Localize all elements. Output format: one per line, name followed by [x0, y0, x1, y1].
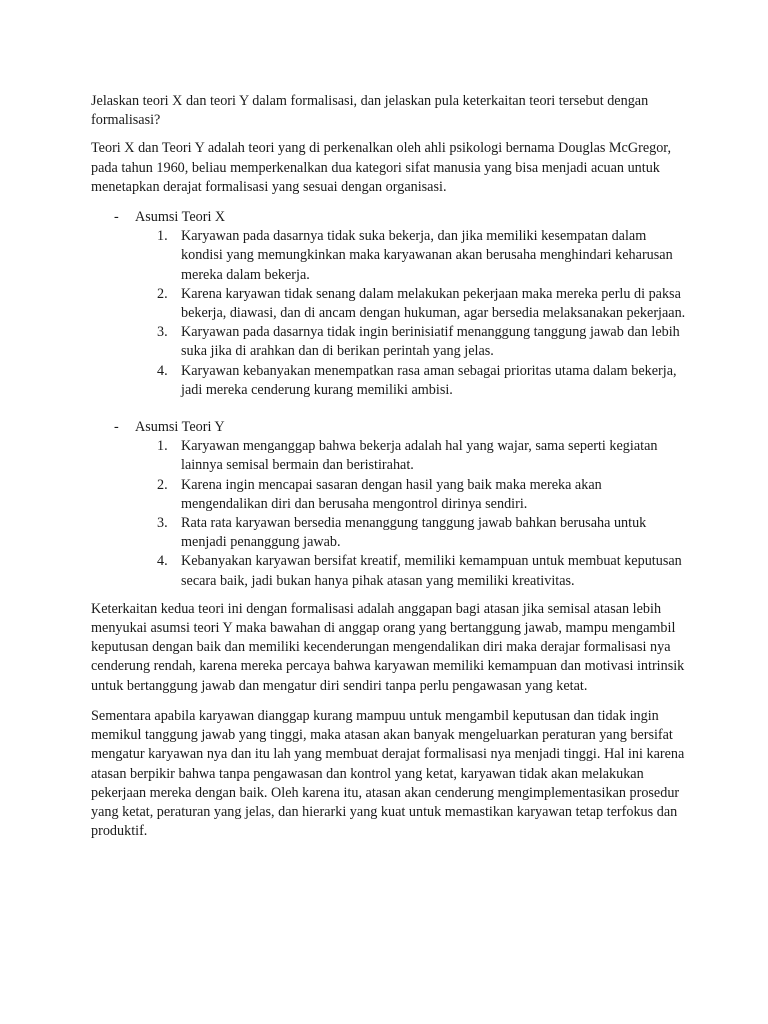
list-number: 2.	[157, 285, 168, 302]
list-item	[157, 362, 691, 400]
list-number: 3.	[157, 324, 168, 341]
list-item-text: Karyawan pada dasarnya tidak suka bekerja, dan jika memiliki kesempatan dalam kondisi yang memungkinkan maka karyawanan akan berusaha menghindari keharusan mereka dalam bekerja.	[181, 228, 673, 283]
list-item	[157, 514, 691, 552]
section-title: Asumsi Teori Y	[135, 419, 225, 436]
list-item	[157, 323, 691, 361]
body-paragraph: Keterkaitan kedua teori ini dengan formalisasi adalah anggapan bagi atasan jika semisal atasan lebih menyukai asumsi teori Y maka bawahan di anggap orang yang bertanggung jawab, mampu mengambil keputusan dengan baik dan memiliki kecenderungan mengendalikan diri maka derajar formalisasi nya cenderung rendah, karena mereka percaya bahwa karyawan memiliki kemampuan dan motivasi intrinsik untuk bertanggung jawab dan mengatur diri sendiri tanpa perlu pengawasan yang ketat.	[91, 600, 685, 694]
list-number: 1.	[157, 438, 168, 455]
list-item-text: Karena ingin mencapai sasaran dengan hasil yang baik maka mereka akan mengendalikan diri dan berusaha mengontrol dirinya sendiri.	[181, 476, 602, 512]
list-number: 3.	[157, 515, 168, 532]
list-item	[157, 285, 691, 323]
list-number: 4.	[157, 362, 168, 379]
body-paragraph: Sementara apabila karyawan dianggap kurang mampuu untuk mengambil keputusan dan tidak ingin memikul tanggung jawab yang tinggi, maka atasan akan banyak mengeluarkan peraturan yang bersifat mengatur karyawan nya dan itu lah yang membuat derajat formalisasi nya menjadi tinggi. Hal ini karena atasan berpikir bahwa tanpa pengawasan dan kontrol yang ketat, karyawan tidak akan melakukan pekerjaan mereka dengan baik. Oleh karena itu, atasan akan cenderung mengimplementasikan prosedur yang ketat, peraturan yang jelas, dan hierarki yang kuat untuk memastikan karyawan tetap terfokus dan produktif.	[91, 707, 685, 840]
numbered-list	[135, 227, 691, 400]
section-theory-y	[91, 418, 691, 591]
section-spacer	[91, 591, 691, 600]
list-item-text: Rata rata karyawan bersedia menanggung tanggung jawab bahkan berusaha untuk menjadi penanggung jawab.	[181, 515, 647, 551]
question-text: Jelaskan teori X dan teori Y dalam formalisasi, dan jelaskan pula keterkaitan teori tersebut dengan formalisasi?	[91, 93, 649, 129]
intro-paragraph: Teori X dan Teori Y adalah teori yang di perkenalkan oleh ahli psikologi bernama Douglas McGregor, pada tahun 1960, beliau memperkenalkan dua kategori sifat manusia yang bisa menjadi acuan untuk menetapkan derajat formalisasi yang sesuai dengan organisasi.	[91, 140, 672, 195]
list-number: 1.	[157, 228, 168, 245]
list-item-text: Karyawan kebanyakan menempatkan rasa aman sebagai prioritas utama dalam bekerja, jadi mereka cenderung kurang memiliki ambisi.	[181, 362, 677, 398]
list-item-text: Kebanyakan karyawan bersifat kreatif, memiliki kemampuan untuk membuat keputusan secara baik, jadi bukan hanya pihak atasan yang memiliki kreativitas.	[181, 553, 682, 589]
list-item-text: Karyawan pada dasarnya tidak ingin berinisiatif menanggung tanggung jawab dan lebih suka jika di arahkan dan di berikan perintah yang jelas.	[181, 324, 680, 360]
document-page	[91, 92, 691, 841]
list-item	[157, 552, 691, 590]
list-number: 4.	[157, 553, 168, 570]
section-spacer	[91, 400, 691, 418]
list-item-text: Karena karyawan tidak senang dalam melakukan pekerjaan maka mereka perlu di paksa bekerja, diawasi, dan di ancam dengan hukuman, agar bersedia melaksanakan pekerjaan.	[181, 285, 686, 322]
bullet-dash: -	[114, 419, 119, 436]
numbered-list	[135, 437, 691, 591]
list-item	[157, 227, 691, 285]
list-item-text: Karyawan menganggap bahwa bekerja adalah hal yang wajar, sama seperti kegiatan lainnya semisal bermain dan beristirahat.	[181, 438, 658, 474]
section-title: Asumsi Teori X	[135, 209, 226, 226]
list-item	[157, 437, 691, 475]
section-theory-x	[91, 208, 691, 400]
list-item	[157, 476, 691, 514]
list-number: 2.	[157, 476, 168, 493]
bullet-dash: -	[114, 209, 119, 226]
